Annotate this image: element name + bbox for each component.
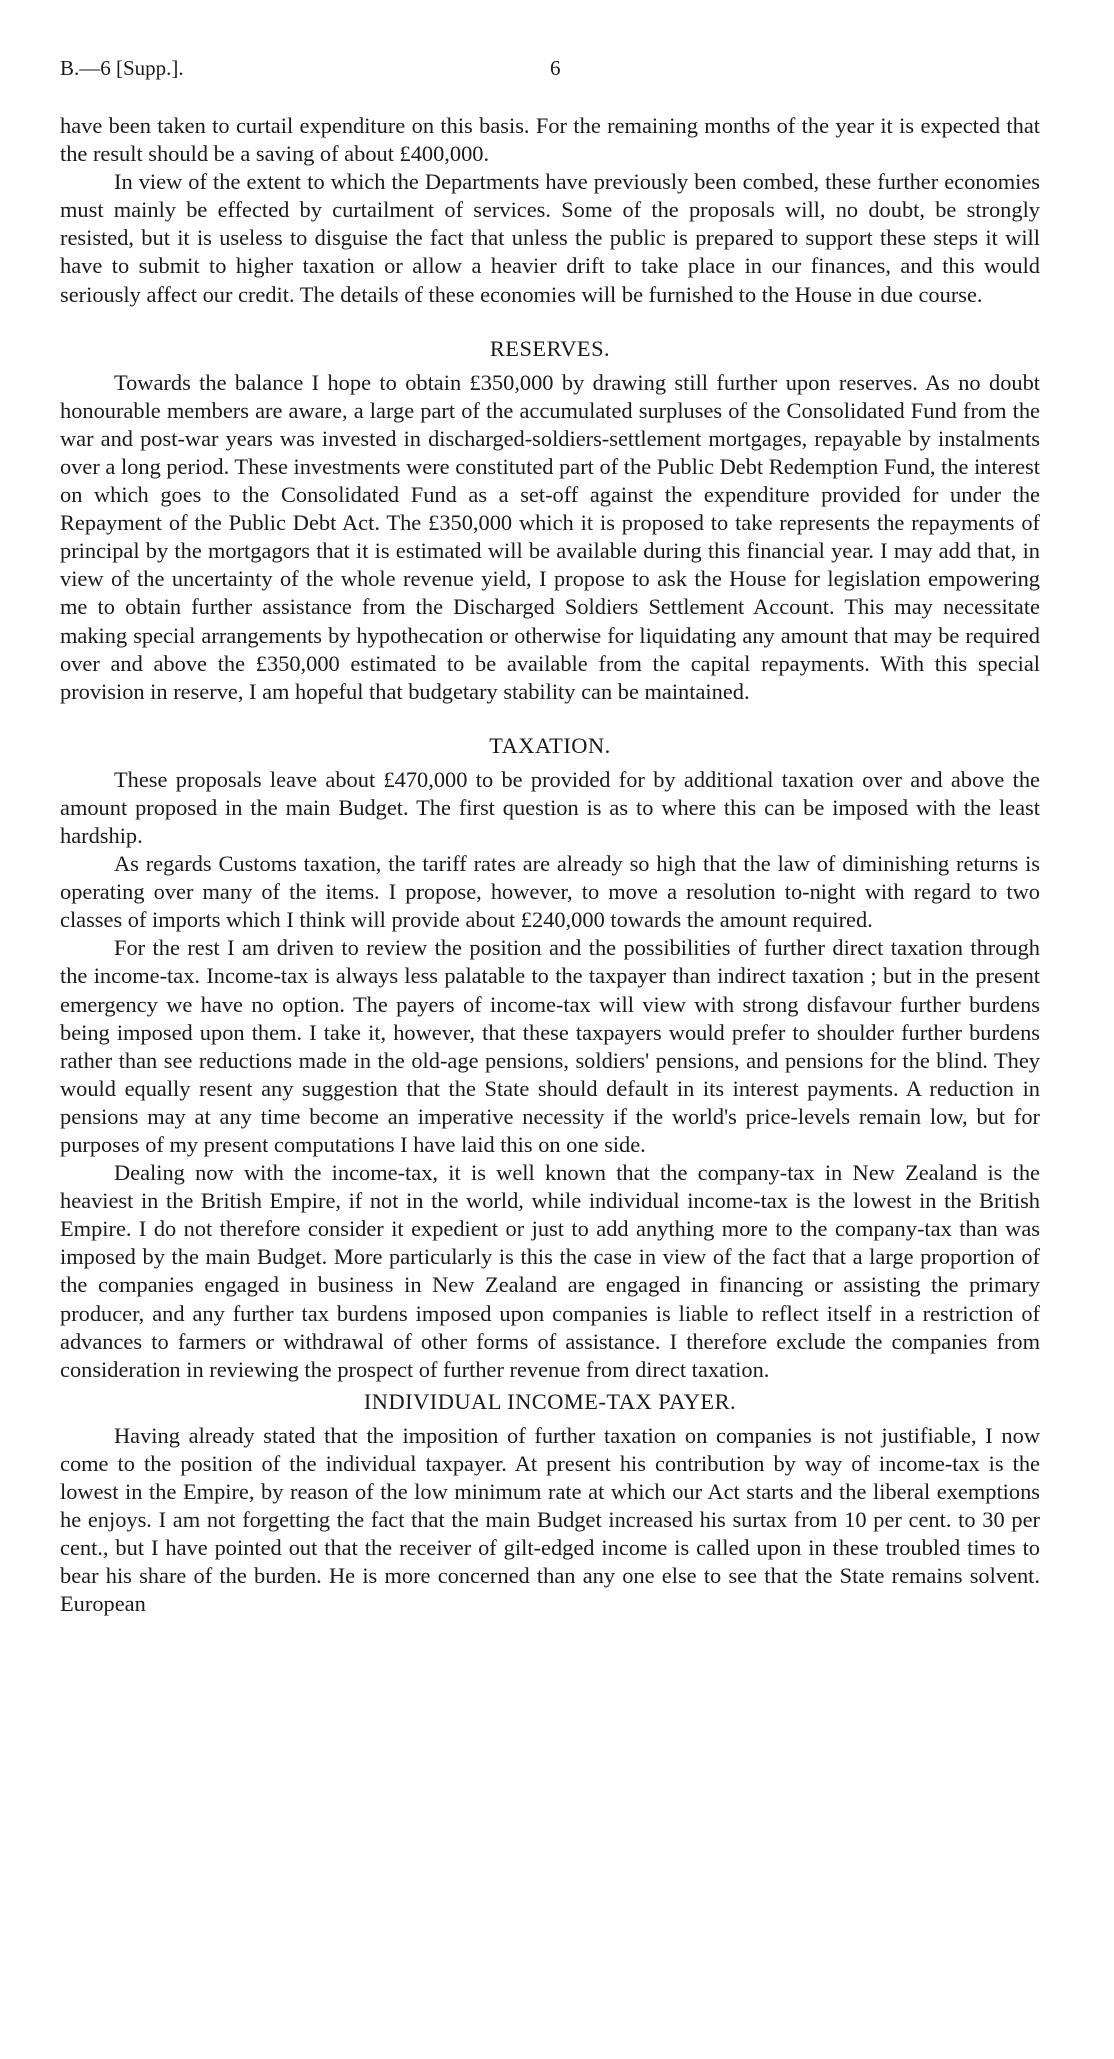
- section-heading-taxation: TAXATION.: [489, 732, 611, 758]
- paragraph: For the rest I am driven to review the position and the possibilities of further direct taxation through the income-tax. Income-tax is always less palatable to the taxpayer than indirect taxation ; but in the present emergency we have no option. The payers of income-tax will view with strong disfavour further burdens being imposed upon them. I take it, however, that these taxpayers would prefer to shoulder further burdens rather than see reductions made in the old-age pensions, soldiers' pensions, and pensions for the blind. They would equally resent any suggestion that the State should default in its interest payments. A reduction in pensions may at any time become an imperative necessity if the world's price-levels remain low, but for purposes of my present computations I have laid this on one side.: [60, 935, 1040, 1157]
- paragraph: In view of the extent to which the Departments have previously been combed, these further economies must mainly be effected by curtailment of services. Some of the proposals will, no doubt, be strongly resisted, but it is useless to disguise the fact that unless the public is prepared to support these steps it will have to submit to higher taxation or allow a heavier drift to take place in our finances, and this would seriously affect our credit. The details of these economies will be furnished to the House in due course.: [60, 169, 1040, 307]
- paragraph: As regards Customs taxation, the tariff rates are already so high that the law of diminishing returns is operating over many of the items. I propose, however, to move a resolution to-night with regard to two classes of imports which I think will provide about £240,000 towards the amount required.: [60, 851, 1040, 933]
- paragraph: Towards the balance I hope to obtain £350,000 by drawing still further upon reserves. As no doubt honourable members are aware, a large part of the accumulated surpluses of the Consolidated Fund from the war and post-war years was invested in discharged-soldiers-settlement mortgages, repayable by instalments over a long period. These investments were constituted part of the Public Debt Redemption Fund, the interest on which goes to the Consolidated Fund as a set-off against the expenditure provided for under the Repayment of the Public Debt Act. The £350,000 which it is proposed to take represents the repayments of principal by the mortgagors that it is estimated will be available during this financial year. I may add that, in view of the uncertainty of the whole revenue yield, I propose to ask the House for legislation empowering me to obtain further assistance from the Discharged Soldiers Settlement Account. This may necessitate making special arrangements by hypothecation or otherwise for liquidating any amount that may be required over and above the £350,000 estimated to be available from the capital repayments. With this special provision in reserve, I am hopeful that budgetary stability can be maintained.: [60, 369, 1040, 704]
- section-heading-individual-income-tax-payer: INDIVIDUAL INCOME-TAX PAYER.: [363, 1388, 737, 1414]
- document-reference: B.—6 [Supp.].: [60, 56, 184, 80]
- page-number: 6: [550, 56, 561, 80]
- paragraph: Having already stated that the imposition of further taxation on companies is not justifiable, I now come to the position of the individual taxpayer. At present his contribution by way of income-tax is the lowest in the Empire, by reason of the low minimum rate at which our Act starts and the liberal exemptions he enjoys. I am not forgetting the fact that the main Budget increased his surtax from 10 per cent. to 30 per cent., but I have pointed out that the receiver of gilt-edged income is called upon in these troubled times to bear his share of the burden. He is more concerned than any one else to see that the State remains solvent. European: [60, 1422, 1040, 1617]
- section-heading-reserves: RESERVES.: [489, 335, 611, 361]
- paragraph: Dealing now with the income-tax, it is well known that the company-tax in New Zealand is the heaviest in the British Empire, if not in the world, while individual income-tax is the lowest in the British Empire. I do not therefore consider it expedient or just to add anything more to the company-tax than was imposed by the main Budget. More particularly is this the case in view of the fact that a large proportion of the companies engaged in business in New Zealand are engaged in financing or assisting the primary producer, and any further tax burdens imposed upon companies is liable to reflect itself in a restriction of advances to farmers or withdrawal of other forms of assistance. I therefore exclude the companies from consideration in reviewing the prospect of further revenue from direct taxation.: [60, 1160, 1040, 1382]
- paragraph-continued: have been taken to curtail expenditure on this basis. For the remaining months of the year it is expected that the result should be a saving of about £400,000.: [60, 113, 1040, 167]
- page-header: [60, 56, 1040, 86]
- paragraph: These proposals leave about £470,000 to be provided for by additional taxation over and above the amount proposed in the main Budget. The first question is as to where this can be imposed with the least hardship.: [60, 766, 1040, 848]
- document-body: [60, 112, 1040, 1619]
